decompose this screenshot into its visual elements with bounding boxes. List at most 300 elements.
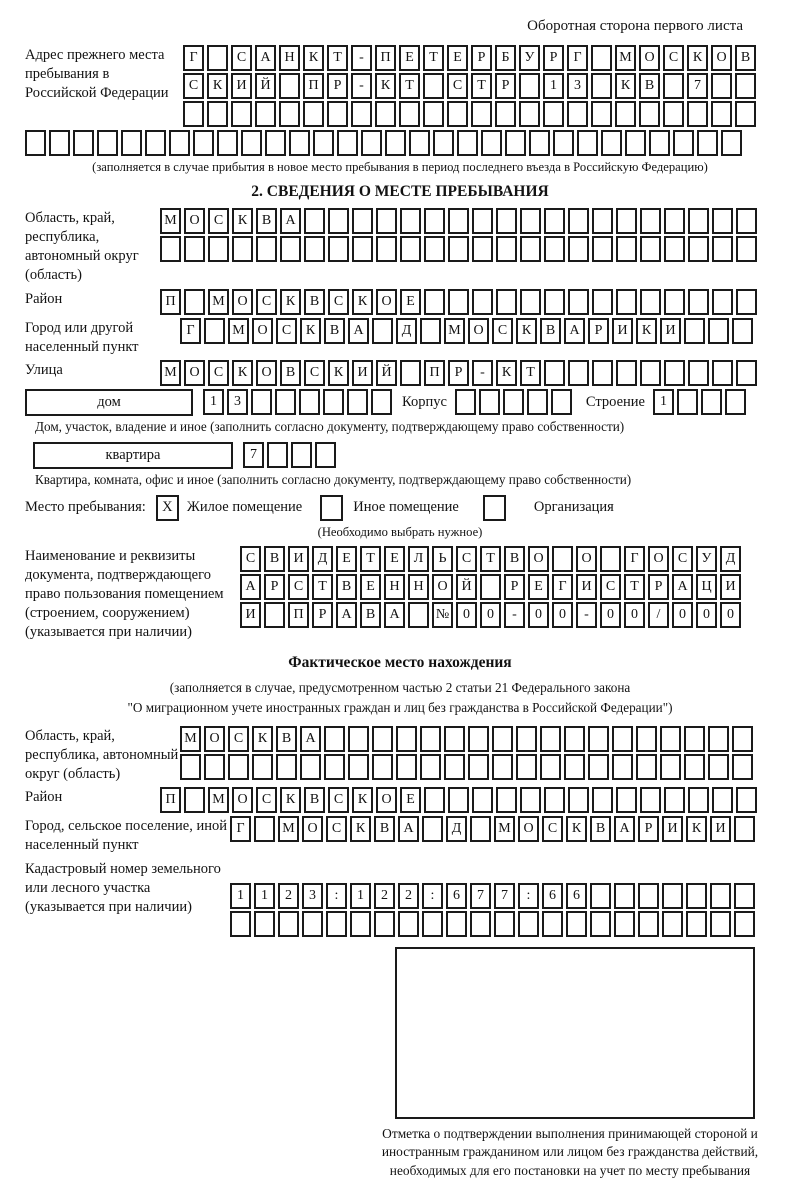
char-cell[interactable]: С: [240, 546, 261, 572]
char-cell[interactable]: 0: [480, 602, 501, 628]
char-cell[interactable]: -: [576, 602, 597, 628]
char-cell[interactable]: [207, 45, 228, 71]
char-cell[interactable]: 0: [720, 602, 741, 628]
char-cell[interactable]: Е: [400, 289, 421, 315]
char-cell[interactable]: [324, 726, 345, 752]
char-cell[interactable]: -: [351, 45, 372, 71]
char-cell[interactable]: [592, 236, 613, 262]
char-cell[interactable]: Р: [543, 45, 564, 71]
char-cell[interactable]: [638, 883, 659, 909]
char-cell[interactable]: К: [232, 208, 253, 234]
char-cell[interactable]: 0: [624, 602, 645, 628]
char-cell[interactable]: [544, 360, 565, 386]
char-cell[interactable]: 7: [243, 442, 264, 468]
checkbox-organization[interactable]: [483, 495, 506, 521]
char-cell[interactable]: [492, 754, 513, 780]
char-cell[interactable]: Р: [648, 574, 669, 600]
char-cell[interactable]: О: [468, 318, 489, 344]
char-cell[interactable]: С: [328, 289, 349, 315]
char-cell[interactable]: [736, 208, 757, 234]
char-cell[interactable]: [457, 130, 478, 156]
char-cell[interactable]: [640, 787, 661, 813]
char-cell[interactable]: [591, 45, 612, 71]
char-cell[interactable]: [736, 787, 757, 813]
char-cell[interactable]: [302, 911, 323, 937]
char-cell[interactable]: Г: [230, 816, 251, 842]
char-cell[interactable]: 1: [350, 883, 371, 909]
char-cell[interactable]: С: [328, 787, 349, 813]
char-cell[interactable]: К: [350, 816, 371, 842]
char-cell[interactable]: [529, 130, 550, 156]
char-cell[interactable]: [328, 236, 349, 262]
char-cell[interactable]: [448, 236, 469, 262]
char-cell[interactable]: [577, 130, 598, 156]
char-cell[interactable]: [25, 130, 46, 156]
char-cell[interactable]: Е: [384, 546, 405, 572]
char-cell[interactable]: [267, 442, 288, 468]
char-cell[interactable]: [735, 101, 756, 127]
char-cell[interactable]: [636, 754, 657, 780]
char-cell[interactable]: [568, 360, 589, 386]
char-cell[interactable]: 1: [230, 883, 251, 909]
char-cell[interactable]: [566, 911, 587, 937]
char-cell[interactable]: [399, 101, 420, 127]
char-cell[interactable]: А: [255, 45, 276, 71]
char-cell[interactable]: [468, 726, 489, 752]
char-cell[interactable]: [184, 787, 205, 813]
char-cell[interactable]: К: [352, 787, 373, 813]
char-cell[interactable]: М: [208, 787, 229, 813]
char-cell[interactable]: [711, 73, 732, 99]
char-cell[interactable]: В: [540, 318, 561, 344]
char-cell[interactable]: О: [184, 208, 205, 234]
char-cell[interactable]: С: [672, 546, 693, 572]
char-cell[interactable]: [552, 546, 573, 572]
char-cell[interactable]: [160, 236, 181, 262]
char-cell[interactable]: В: [324, 318, 345, 344]
char-cell[interactable]: М: [228, 318, 249, 344]
char-cell[interactable]: [423, 101, 444, 127]
char-cell[interactable]: [519, 101, 540, 127]
char-cell[interactable]: [448, 289, 469, 315]
char-cell[interactable]: [543, 101, 564, 127]
char-cell[interactable]: [351, 101, 372, 127]
char-cell[interactable]: [520, 208, 541, 234]
char-cell[interactable]: [592, 208, 613, 234]
char-cell[interactable]: [686, 911, 707, 937]
char-cell[interactable]: Е: [528, 574, 549, 600]
char-cell[interactable]: 3: [227, 389, 248, 415]
char-cell[interactable]: Е: [399, 45, 420, 71]
char-cell[interactable]: [725, 389, 746, 415]
char-cell[interactable]: [372, 726, 393, 752]
char-cell[interactable]: М: [278, 816, 299, 842]
char-cell[interactable]: [180, 754, 201, 780]
char-cell[interactable]: [625, 130, 646, 156]
char-cell[interactable]: [564, 754, 585, 780]
char-cell[interactable]: Ц: [696, 574, 717, 600]
char-cell[interactable]: [481, 130, 502, 156]
char-cell[interactable]: К: [232, 360, 253, 386]
char-cell[interactable]: [471, 101, 492, 127]
char-cell[interactable]: [710, 883, 731, 909]
char-cell[interactable]: П: [160, 289, 181, 315]
char-cell[interactable]: [326, 911, 347, 937]
char-cell[interactable]: М: [160, 360, 181, 386]
char-cell[interactable]: О: [432, 574, 453, 600]
char-cell[interactable]: О: [232, 787, 253, 813]
char-cell[interactable]: И: [576, 574, 597, 600]
char-cell[interactable]: [614, 883, 635, 909]
char-cell[interactable]: Й: [255, 73, 276, 99]
char-cell[interactable]: [591, 73, 612, 99]
char-cell[interactable]: [588, 754, 609, 780]
char-cell[interactable]: [662, 911, 683, 937]
char-cell[interactable]: С: [256, 289, 277, 315]
char-cell[interactable]: 1: [543, 73, 564, 99]
char-cell[interactable]: 0: [672, 602, 693, 628]
char-cell[interactable]: [697, 130, 718, 156]
char-cell[interactable]: [265, 130, 286, 156]
char-cell[interactable]: В: [336, 574, 357, 600]
char-cell[interactable]: [97, 130, 118, 156]
char-cell[interactable]: [688, 787, 709, 813]
char-cell[interactable]: М: [615, 45, 636, 71]
char-cell[interactable]: [448, 787, 469, 813]
char-cell[interactable]: К: [280, 289, 301, 315]
char-cell[interactable]: 0: [600, 602, 621, 628]
char-cell[interactable]: [374, 911, 395, 937]
char-cell[interactable]: [516, 726, 537, 752]
char-cell[interactable]: Т: [624, 574, 645, 600]
char-cell[interactable]: [420, 318, 441, 344]
char-cell[interactable]: К: [352, 289, 373, 315]
char-cell[interactable]: 3: [567, 73, 588, 99]
char-cell[interactable]: [479, 389, 500, 415]
char-cell[interactable]: 7: [470, 883, 491, 909]
char-cell[interactable]: К: [496, 360, 517, 386]
char-cell[interactable]: А: [398, 816, 419, 842]
char-cell[interactable]: [732, 754, 753, 780]
char-cell[interactable]: О: [711, 45, 732, 71]
char-cell[interactable]: [254, 911, 275, 937]
char-cell[interactable]: [241, 130, 262, 156]
char-cell[interactable]: :: [518, 883, 539, 909]
char-cell[interactable]: И: [612, 318, 633, 344]
char-cell[interactable]: [591, 101, 612, 127]
char-cell[interactable]: [472, 236, 493, 262]
char-cell[interactable]: И: [240, 602, 261, 628]
checkbox-other-premises[interactable]: [320, 495, 343, 521]
char-cell[interactable]: [448, 208, 469, 234]
char-cell[interactable]: [145, 130, 166, 156]
char-cell[interactable]: [300, 754, 321, 780]
char-cell[interactable]: О: [302, 816, 323, 842]
char-cell[interactable]: Р: [471, 45, 492, 71]
char-cell[interactable]: [590, 911, 611, 937]
char-cell[interactable]: С: [231, 45, 252, 71]
char-cell[interactable]: М: [208, 289, 229, 315]
char-cell[interactable]: Р: [588, 318, 609, 344]
char-cell[interactable]: [664, 289, 685, 315]
char-cell[interactable]: 2: [398, 883, 419, 909]
char-cell[interactable]: Р: [495, 73, 516, 99]
char-cell[interactable]: А: [348, 318, 369, 344]
char-cell[interactable]: [303, 101, 324, 127]
char-cell[interactable]: -: [504, 602, 525, 628]
char-cell[interactable]: [424, 289, 445, 315]
char-cell[interactable]: [664, 787, 685, 813]
char-cell[interactable]: 6: [446, 883, 467, 909]
char-cell[interactable]: К: [566, 816, 587, 842]
char-cell[interactable]: В: [304, 787, 325, 813]
char-cell[interactable]: [304, 236, 325, 262]
char-cell[interactable]: Д: [396, 318, 417, 344]
char-cell[interactable]: [420, 754, 441, 780]
char-cell[interactable]: С: [288, 574, 309, 600]
char-cell[interactable]: Г: [552, 574, 573, 600]
char-cell[interactable]: [503, 389, 524, 415]
char-cell[interactable]: [256, 236, 277, 262]
char-cell[interactable]: С: [276, 318, 297, 344]
char-cell[interactable]: -: [472, 360, 493, 386]
char-cell[interactable]: С: [456, 546, 477, 572]
char-cell[interactable]: О: [184, 360, 205, 386]
char-cell[interactable]: [710, 911, 731, 937]
char-cell[interactable]: [551, 389, 572, 415]
char-cell[interactable]: [686, 883, 707, 909]
char-cell[interactable]: К: [636, 318, 657, 344]
char-cell[interactable]: И: [710, 816, 731, 842]
char-cell[interactable]: Р: [327, 73, 348, 99]
char-cell[interactable]: [396, 754, 417, 780]
char-cell[interactable]: [734, 883, 755, 909]
char-cell[interactable]: [736, 360, 757, 386]
char-cell[interactable]: О: [576, 546, 597, 572]
char-cell[interactable]: [347, 389, 368, 415]
char-cell[interactable]: [688, 236, 709, 262]
char-cell[interactable]: 7: [494, 883, 515, 909]
char-cell[interactable]: [708, 318, 729, 344]
char-cell[interactable]: :: [422, 883, 443, 909]
char-cell[interactable]: [184, 236, 205, 262]
char-cell[interactable]: [588, 726, 609, 752]
char-cell[interactable]: [711, 101, 732, 127]
char-cell[interactable]: Т: [423, 45, 444, 71]
char-cell[interactable]: [736, 289, 757, 315]
char-cell[interactable]: Г: [180, 318, 201, 344]
char-cell[interactable]: [664, 360, 685, 386]
char-cell[interactable]: Ь: [432, 546, 453, 572]
char-cell[interactable]: 2: [278, 883, 299, 909]
char-cell[interactable]: [398, 911, 419, 937]
char-cell[interactable]: А: [672, 574, 693, 600]
char-cell[interactable]: У: [696, 546, 717, 572]
char-cell[interactable]: [422, 816, 443, 842]
char-cell[interactable]: [600, 546, 621, 572]
char-cell[interactable]: [734, 816, 755, 842]
char-cell[interactable]: [232, 236, 253, 262]
char-cell[interactable]: [444, 726, 465, 752]
char-cell[interactable]: [712, 236, 733, 262]
char-cell[interactable]: Н: [279, 45, 300, 71]
char-cell[interactable]: К: [615, 73, 636, 99]
char-cell[interactable]: [348, 726, 369, 752]
char-cell[interactable]: В: [304, 289, 325, 315]
char-cell[interactable]: [520, 236, 541, 262]
char-cell[interactable]: [688, 360, 709, 386]
char-cell[interactable]: [350, 911, 371, 937]
char-cell[interactable]: А: [280, 208, 301, 234]
char-cell[interactable]: Р: [312, 602, 333, 628]
char-cell[interactable]: [568, 289, 589, 315]
char-cell[interactable]: П: [424, 360, 445, 386]
char-cell[interactable]: С: [447, 73, 468, 99]
char-cell[interactable]: [615, 101, 636, 127]
char-cell[interactable]: [677, 389, 698, 415]
char-cell[interactable]: [73, 130, 94, 156]
char-cell[interactable]: 0: [456, 602, 477, 628]
char-cell[interactable]: 1: [653, 389, 674, 415]
char-cell[interactable]: О: [528, 546, 549, 572]
char-cell[interactable]: С: [228, 726, 249, 752]
char-cell[interactable]: [315, 442, 336, 468]
char-cell[interactable]: [231, 101, 252, 127]
char-cell[interactable]: [721, 130, 742, 156]
char-cell[interactable]: [540, 726, 561, 752]
char-cell[interactable]: [660, 726, 681, 752]
char-cell[interactable]: Н: [384, 574, 405, 600]
char-cell[interactable]: 0: [552, 602, 573, 628]
char-cell[interactable]: [492, 726, 513, 752]
char-cell[interactable]: [520, 289, 541, 315]
char-cell[interactable]: [279, 73, 300, 99]
char-cell[interactable]: [408, 602, 429, 628]
char-cell[interactable]: С: [492, 318, 513, 344]
char-cell[interactable]: [255, 101, 276, 127]
char-cell[interactable]: К: [252, 726, 273, 752]
char-cell[interactable]: [673, 130, 694, 156]
char-cell[interactable]: 1: [203, 389, 224, 415]
char-cell[interactable]: [376, 236, 397, 262]
char-cell[interactable]: [400, 236, 421, 262]
char-cell[interactable]: [275, 389, 296, 415]
char-cell[interactable]: [518, 911, 539, 937]
char-cell[interactable]: Е: [336, 546, 357, 572]
char-cell[interactable]: [470, 816, 491, 842]
char-cell[interactable]: В: [735, 45, 756, 71]
char-cell[interactable]: [639, 101, 660, 127]
char-cell[interactable]: [372, 754, 393, 780]
char-cell[interactable]: [371, 389, 392, 415]
char-cell[interactable]: [472, 208, 493, 234]
char-cell[interactable]: [423, 73, 444, 99]
char-cell[interactable]: О: [252, 318, 273, 344]
char-cell[interactable]: [217, 130, 238, 156]
char-cell[interactable]: И: [660, 318, 681, 344]
char-cell[interactable]: [649, 130, 670, 156]
char-cell[interactable]: [400, 360, 421, 386]
char-cell[interactable]: [447, 101, 468, 127]
char-cell[interactable]: С: [183, 73, 204, 99]
char-cell[interactable]: [612, 754, 633, 780]
char-cell[interactable]: 1: [254, 883, 275, 909]
char-cell[interactable]: 3: [302, 883, 323, 909]
char-cell[interactable]: [712, 208, 733, 234]
char-cell[interactable]: И: [720, 574, 741, 600]
char-cell[interactable]: Л: [408, 546, 429, 572]
char-cell[interactable]: П: [288, 602, 309, 628]
char-cell[interactable]: С: [208, 360, 229, 386]
char-cell[interactable]: [519, 73, 540, 99]
char-cell[interactable]: [735, 73, 756, 99]
char-cell[interactable]: С: [542, 816, 563, 842]
char-cell[interactable]: 2: [374, 883, 395, 909]
char-cell[interactable]: М: [494, 816, 515, 842]
char-cell[interactable]: [544, 208, 565, 234]
char-cell[interactable]: [396, 726, 417, 752]
char-cell[interactable]: П: [160, 787, 181, 813]
char-cell[interactable]: К: [300, 318, 321, 344]
char-cell[interactable]: С: [256, 787, 277, 813]
char-cell[interactable]: О: [648, 546, 669, 572]
char-cell[interactable]: Т: [312, 574, 333, 600]
char-cell[interactable]: Т: [480, 546, 501, 572]
char-cell[interactable]: В: [639, 73, 660, 99]
char-cell[interactable]: [684, 726, 705, 752]
char-cell[interactable]: 6: [566, 883, 587, 909]
char-cell[interactable]: [516, 754, 537, 780]
char-cell[interactable]: Т: [399, 73, 420, 99]
char-cell[interactable]: [472, 787, 493, 813]
char-cell[interactable]: [49, 130, 70, 156]
char-cell[interactable]: М: [444, 318, 465, 344]
char-cell[interactable]: -: [351, 73, 372, 99]
char-cell[interactable]: [616, 787, 637, 813]
char-cell[interactable]: [184, 289, 205, 315]
char-cell[interactable]: [732, 726, 753, 752]
char-cell[interactable]: [736, 236, 757, 262]
char-cell[interactable]: [361, 130, 382, 156]
char-cell[interactable]: [251, 389, 272, 415]
char-cell[interactable]: [544, 787, 565, 813]
char-cell[interactable]: [472, 289, 493, 315]
char-cell[interactable]: Е: [447, 45, 468, 71]
char-cell[interactable]: [496, 236, 517, 262]
char-cell[interactable]: [183, 101, 204, 127]
char-cell[interactable]: [446, 911, 467, 937]
char-cell[interactable]: [495, 101, 516, 127]
char-cell[interactable]: С: [600, 574, 621, 600]
char-cell[interactable]: О: [639, 45, 660, 71]
char-cell[interactable]: [313, 130, 334, 156]
char-cell[interactable]: К: [375, 73, 396, 99]
char-cell[interactable]: [291, 442, 312, 468]
char-cell[interactable]: [712, 289, 733, 315]
char-cell[interactable]: [567, 101, 588, 127]
char-cell[interactable]: [372, 318, 393, 344]
char-cell[interactable]: [328, 208, 349, 234]
char-cell[interactable]: [207, 101, 228, 127]
char-cell[interactable]: [636, 726, 657, 752]
char-cell[interactable]: [505, 130, 526, 156]
char-cell[interactable]: [616, 360, 637, 386]
char-cell[interactable]: К: [516, 318, 537, 344]
char-cell[interactable]: В: [504, 546, 525, 572]
char-cell[interactable]: О: [376, 289, 397, 315]
char-cell[interactable]: 0: [696, 602, 717, 628]
char-cell[interactable]: [662, 883, 683, 909]
